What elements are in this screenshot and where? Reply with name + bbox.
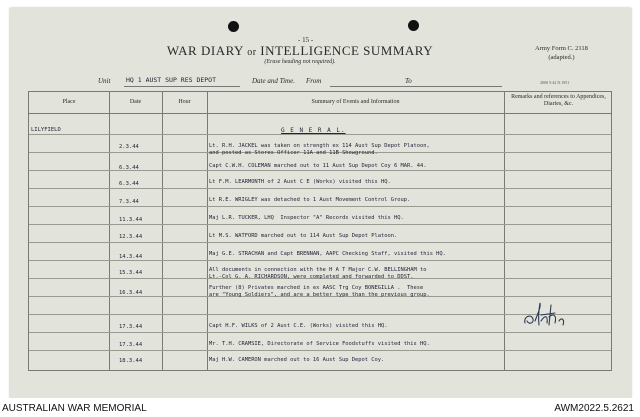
datetime-underline xyxy=(330,86,502,87)
form-number: Army Form C. 2118 xyxy=(535,45,588,52)
entry-text: Maj H.W. CAMERON marched out to 16 Aust Sup Depot Coy. xyxy=(209,357,385,363)
from-label: From xyxy=(306,77,322,85)
entry-text: Further (8) Privates marched in ex AASC Trg Coy BONEGILLA . These are "Young Soldiers", and are a better type than the previous group. xyxy=(209,285,430,298)
entry-date: 6.3.44 xyxy=(119,181,139,187)
entry-date: 6.3.44 xyxy=(119,165,139,171)
row-rule xyxy=(29,242,611,243)
row-rule xyxy=(29,350,611,351)
entry-date: 12.3.44 xyxy=(119,234,143,240)
page-number: - 15 - xyxy=(298,36,314,44)
entry-date: 14.3.44 xyxy=(119,254,143,260)
entry-date: 18.3.44 xyxy=(119,358,143,364)
entry-text: Capt C.W.H. COLEMAN marched out to 11 Aust Sup Depot Coy 6 MAR. 44. xyxy=(209,163,427,169)
form-number-block xyxy=(535,44,588,62)
entry-date: 17.3.44 xyxy=(119,342,143,348)
entry-date: 17.3.44 xyxy=(119,324,143,330)
row-rule xyxy=(29,260,611,261)
unit-underline xyxy=(124,86,240,87)
datetime-label: Date and Time. xyxy=(252,77,295,85)
entry-date: 15.3.44 xyxy=(119,270,143,276)
title-intelligence-summary: INTELLIGENCE SUMMARY xyxy=(260,43,434,58)
handwritten-initials xyxy=(521,301,581,331)
entry-date: 2.3.44 xyxy=(119,144,139,150)
accession-number: AWM2022.5.2621 xyxy=(554,403,634,414)
column-header-place: Place xyxy=(62,99,76,105)
column-header-hour: Hour xyxy=(178,99,191,105)
row-rule xyxy=(29,134,611,135)
row-rule xyxy=(29,332,611,333)
row-rule xyxy=(29,224,611,225)
row-rule xyxy=(29,170,611,171)
print-line: 2000 5-42 N.1951 xyxy=(540,80,570,85)
entry-text: Maj L.R. TUCKER, LHQ Inspector "A" Records visited this HQ. xyxy=(209,215,404,221)
diary-table xyxy=(28,91,612,371)
entry-text: Lt. R.H. JACKEL was taken on strength ex 114 Aust Sup Depot Platoon, and posted as Stores Officer 11A and 11B Showground. xyxy=(209,143,430,156)
entry-date: 7.3.44 xyxy=(119,199,139,205)
entry-text: Mr. T.H. CRAMSIE, Directorate of Service Foodstuffs visited this HQ. xyxy=(209,341,430,347)
column-header-summary: Summary of Events and Information xyxy=(311,99,400,105)
title-war-diary: WAR DIARY xyxy=(166,43,244,58)
entry-text: Capt H.F. WILKS of 2 Aust C.E. (Works) visited this HQ. xyxy=(209,323,388,329)
entry-text: Maj G.E. STRACHAN and Capt BRENNAN, AAPC Checking Staff, visited this HQ. xyxy=(209,251,446,257)
to-label: To xyxy=(405,77,412,85)
form-subtitle: (Erase heading not required). xyxy=(264,59,336,65)
header-rule xyxy=(29,113,611,114)
entry-date: 11.3.44 xyxy=(119,217,143,223)
section-heading: G E N E R A L. xyxy=(281,127,346,134)
unit-value: HQ 1 AUST SUP RES DEPOT xyxy=(126,76,217,84)
place-entry: LILYFIELD xyxy=(31,127,61,133)
entry-text: Lt R.E. WRIGLEY was detached to 1 Aust Movement Control Group. xyxy=(209,197,411,203)
punch-hole-right xyxy=(408,20,419,31)
entry-text: Lt F.M. LEARMONTH of 2 Aust C E (Works) visited this HQ. xyxy=(209,179,391,185)
row-rule xyxy=(29,206,611,207)
entry-text: All documents in connection with the H A T Major C.W. BELLINGHAM to Lt.-Col G. A. RICHARDSON, were completed and forwarded to DDST. xyxy=(209,267,427,280)
entry-date: 16.3.44 xyxy=(119,290,143,296)
punch-hole-left xyxy=(228,21,239,32)
unit-label: Unit xyxy=(98,77,111,85)
column-header-date: Date xyxy=(129,99,142,105)
row-rule xyxy=(29,188,611,189)
form-adapted: (adapted.) xyxy=(548,54,575,61)
form-title xyxy=(150,43,450,59)
credit-caption: AUSTRALIAN WAR MEMORIAL xyxy=(2,403,147,414)
entry-text: Lt M.S. WATFORD marched out to 114 Aust Sup Depot Platoon. xyxy=(209,233,398,239)
column-header-remarks: Remarks and references to Appendices, Diaries, &c. xyxy=(511,94,606,107)
title-or: or xyxy=(247,47,257,58)
